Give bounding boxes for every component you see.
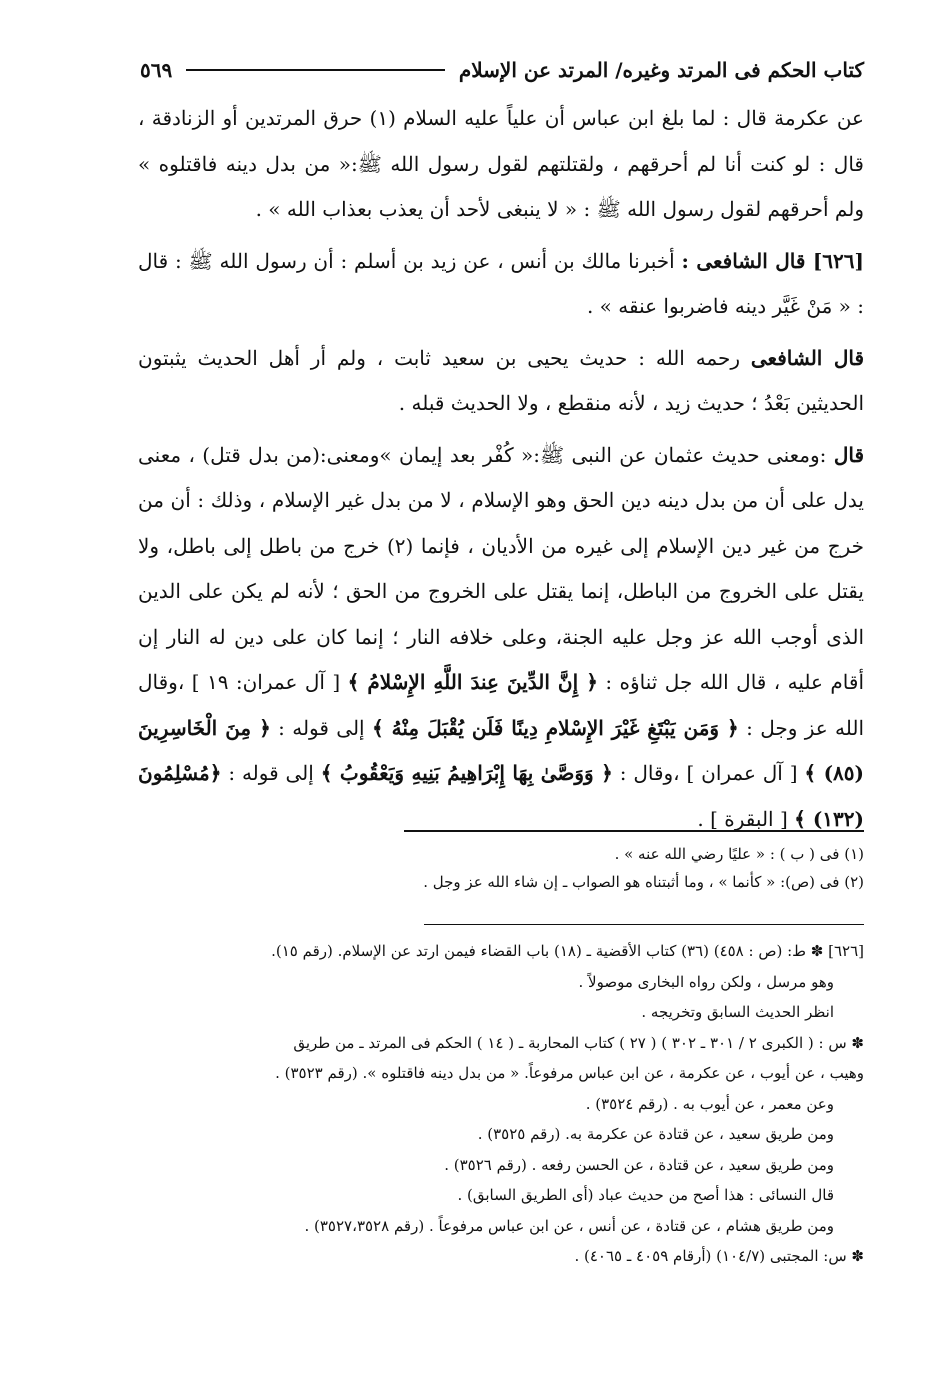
- takhrij-line: [٦٢٦] ✽ ط: (ص : ٤٥٨) (٣٦) كتاب الأقضية ـ (١٨) باب القضاء فيمن ارتد عن الإسلام. (رقم ١٥).: [271, 942, 864, 960]
- takhrij-line: وهو مرسل ، ولكن رواه البخارى موصولاً .: [578, 972, 834, 991]
- takhrij-notes: [100, 936, 864, 1272]
- header-rule: [186, 69, 445, 71]
- footnote-1: (١) فى ( ب ) : « عليًا رضي الله عنه » .: [614, 845, 864, 863]
- takhrij-line: ومن طريق هشام ، عن قتادة ، عن أنس ، عن ابن عباس مرفوعاً . (رقم ٣٥٢٧،٣٥٢٨) .: [304, 1216, 834, 1235]
- takhrij-line: ومن طريق سعيد ، عن قتادة عن عكرمة به. (رقم ٣٥٢٥) .: [477, 1125, 834, 1143]
- quran-verse-3: ﴿ مِنَ الْخَاسِرِينَ (٨٥) ﴾: [138, 715, 864, 785]
- connector-1: إلى قوله :: [278, 715, 365, 740]
- footnotes: [138, 840, 864, 896]
- paragraph-3: [138, 336, 864, 427]
- quran-verse-5: ﴿مُسْلِمُونَ (١٣٢) ﴾: [138, 761, 864, 831]
- takhrij-line: ومن طريق سعيد ، عن قتادة ، عن الحسن رفعه . (رقم ٣٥٢٦) .: [444, 1155, 834, 1174]
- quran-verse-2: ﴿ وَمَن يَبْتَغِ غَيْرَ الإِسْلامِ دِينًا فَلَن يُقْبَلَ مِنْهُ ﴾: [371, 715, 739, 740]
- paragraph-4-text: :ومعنى حديث عثمان عن النبى ﷺ:« كُفْر بعد إيمان »ومعنى:(من بدل قتل) ، معنى يدل على أن من بدل دينه دين الحق وهو الإسلام ، لا من بدل غير الإسلام ، وذلك : أن من خرج من غير دين الإسلام إلى غيره من الأديان ، فإنما (٢) خرج من باطل إلى باطل، ولا يقتل على الخروج من الباطل، إنما يقتل على الخروج من الحق ؛ لأنه لم يكن على الدين الذى أوجب الله عز وجل عليه الجنة، وعلى خلافه النار ؛ إنما كان على دين له النار إن أقام عليه ، قال الله جل ثناؤه :: [138, 442, 865, 694]
- header-title: كتاب الحكم فى المرتد وغيره/ المرتد عن الإسلام: [458, 58, 864, 82]
- takhrij-line: انظر الحديث السابق وتخريجه .: [641, 1003, 834, 1021]
- takhrij-line: ✽ س: المجتبى (١٠٤/٧) (أرقام ٤٠٥٩ ـ ٤٠٦٥) .: [574, 1247, 864, 1265]
- paragraph-4: [138, 433, 864, 843]
- quran-verse-1: ﴿ إِنَّ الدِّينَ عِندَ اللَّهِ الإِسْلامُ ﴾: [347, 670, 598, 694]
- page-number: ٥٦٩: [140, 58, 173, 82]
- connector-2: إلى قوله :: [228, 761, 314, 785]
- main-text: [138, 96, 864, 848]
- takhrij-rule: [424, 924, 864, 925]
- running-header: [140, 50, 864, 90]
- shafii-label: قال الشافعى: [750, 345, 865, 370]
- paragraph-3-text: رحمه الله : حديث يحيى بن سعيد ثابت ، ولم أر أهل الحديث يثبتون الحديثين بَعْدُ ؛ حديث زيد ، لأنه منقطع ، ولا الحديث قبله .: [138, 345, 864, 415]
- verse-ref-1: [ آل عمران: ١٩ ] ،وقال الله عز وجل :: [138, 670, 865, 740]
- takhrij-line: قال النسائى : هذا أصح من حديث عباد (أى الطريق السابق) .: [457, 1186, 834, 1204]
- paragraph-2-text: أخبرنا مالك بن أنس ، عن زيد بن أسلم : أن رسول الله ﷺ : قال : « مَنْ غَيَّر دينه فاضربوا عنقه » .: [138, 248, 864, 318]
- footnote-rule: [404, 830, 864, 832]
- paragraph-1: عن عكرمة قال : لما بلغ ابن عباس أن علياً عليه السلام (١) حرق المرتدين أو الزنادقة ، قال : لو كنت أنا لم أحرقهم ، ولقتلتهم لقول رسول الله ﷺ:« من بدل دينه فاقتلوه » ولم أحرقهم لقول رسول الله ﷺ : « لا ينبغى لأحد أن يعذب بعذاب الله » .: [138, 106, 864, 221]
- quran-verse-4: ﴿ وَوَصَّىٰ بِهَا إِبْرَاهِيمُ بَنِيهِ وَيَعْقُوبُ ﴾: [320, 761, 613, 785]
- takhrij-line: ✽ س : ( الكبرى ٢ / ٣٠١ ـ ٣٠٢ ) ( ٢٧ ) كتاب المحاربة ـ ( ١٤ ) الحكم فى المرتد ـ من طريق: [293, 1033, 864, 1052]
- takhrij-line: وعن معمر ، عن أيوب به . (رقم ٣٥٢٤) .: [585, 1094, 834, 1113]
- paragraph-2: [138, 239, 864, 330]
- hadith-number-label: [٦٢٦] قال الشافعى :: [681, 248, 864, 273]
- footnote-2: (٢) فى (ص): « كأنما » ، وما أثبتناه هو الصواب ـ إن شاء الله عز وجل .: [423, 873, 864, 891]
- verse-ref-2: [ آل عمران ] ،وقال :: [619, 761, 798, 785]
- qala-label: قال: [833, 442, 864, 467]
- verse-ref-3: [ البقرة ] .: [697, 806, 788, 831]
- takhrij-line: وهيب ، عن أيوب ، عن عكرمة ، عن ابن عباس مرفوعاً. « من بدل دينه فاقتلوه ». (رقم ٣٥٢٣) .: [275, 1064, 864, 1082]
